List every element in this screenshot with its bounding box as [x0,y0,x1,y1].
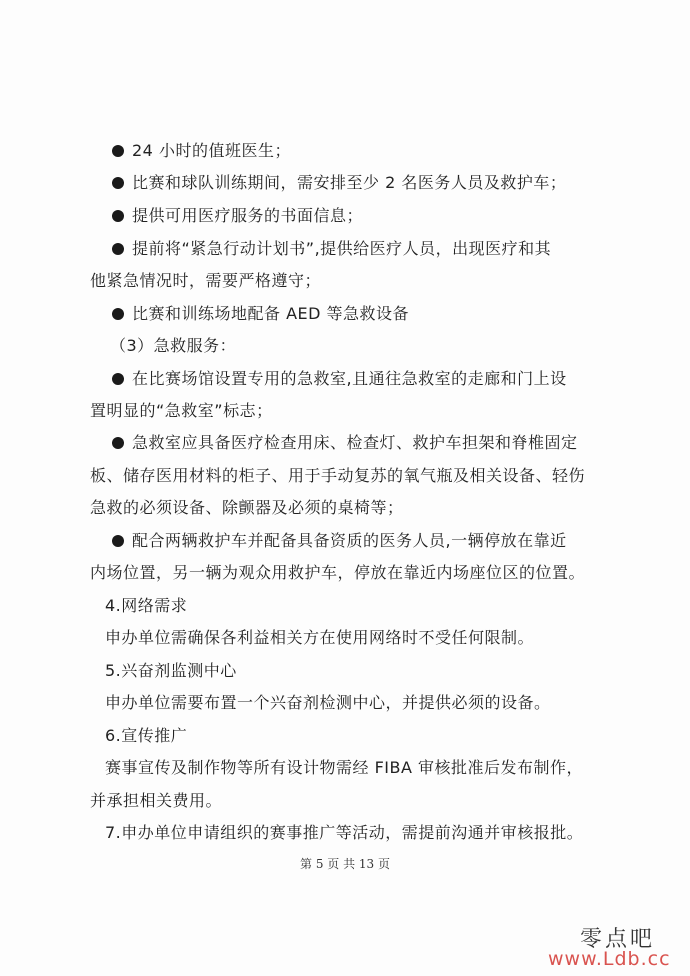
section-heading: 4.网络需求 [105,596,188,615]
bullet-item: 比赛和球队训练期间，需安排至少 2 名医务人员及救护车； [112,172,690,194]
paragraph: 赛事宣传及制作物等所有设计物需经 FIBA 审核批准后发布制作， [105,758,584,777]
bullet-item: 提前将“紧急行动计划书”,提供给医疗人员，出现医疗和其 [112,238,690,260]
paragraph: 申办单位需确保各利益相关方在使用网络时不受任何限制。 [105,628,535,647]
bullet-icon [112,210,124,222]
watermark-url: www.Ldb.cc [548,948,671,970]
bullet-item: 急救室应具备医疗检查用床、检查灯、救护车担架和脊椎固定 [112,432,690,454]
bullet-continuation: 他紧急情况时，需要严格遵守； [90,271,322,290]
bullet-icon [112,308,124,320]
bullet-item: 24 小时的值班医生； [112,140,690,162]
section-heading: 6.宣传推广 [105,726,188,745]
bullet-icon [112,145,124,157]
bullet-icon [112,535,124,547]
paragraph: 7.申办单位申请组织的赛事推广等活动，需提前沟通并审核报批。 [105,823,584,842]
paragraph: 申办单位需要布置一个兴奋剂检测中心，并提供必须的设备。 [105,693,551,712]
paragraph-continuation: 并承担相关费用。 [90,791,223,810]
bullet-item: 提供可用医疗服务的书面信息； [112,205,690,227]
bullet-icon [112,177,124,189]
bullet-item: 在比赛场馆设置专用的急救室,且通往急救室的走廊和门上设 [112,368,690,390]
bullet-continuation: 急救的必须设备、除颤器及必须的桌椅等； [90,498,404,517]
bullet-continuation: 置明显的“急救室”标志； [90,401,273,420]
bullet-continuation: 板、储存医用材料的柜子、用于手动复苏的氧气瓶及相关设备、轻伤 [90,466,586,485]
bullet-item: 配合两辆救护车并配备具备资质的医务人员,一辆停放在靠近 [112,530,690,552]
section-heading: （3）急救服务： [110,336,237,355]
section-heading: 5.兴奋剂监测中心 [105,661,237,680]
bullet-icon [112,243,124,255]
bullet-icon [112,437,124,449]
watermark-title: 零点吧 [580,927,656,952]
bullet-item: 比赛和训练场地配备 AED 等急救设备 [112,303,690,325]
bullet-continuation: 内场位置，另一辆为观众用救护车，停放在靠近内场座位区的位置。 [90,563,586,582]
page-number-footer: 第 5 页 共 13 页 [300,857,390,871]
bullet-icon [112,373,124,385]
